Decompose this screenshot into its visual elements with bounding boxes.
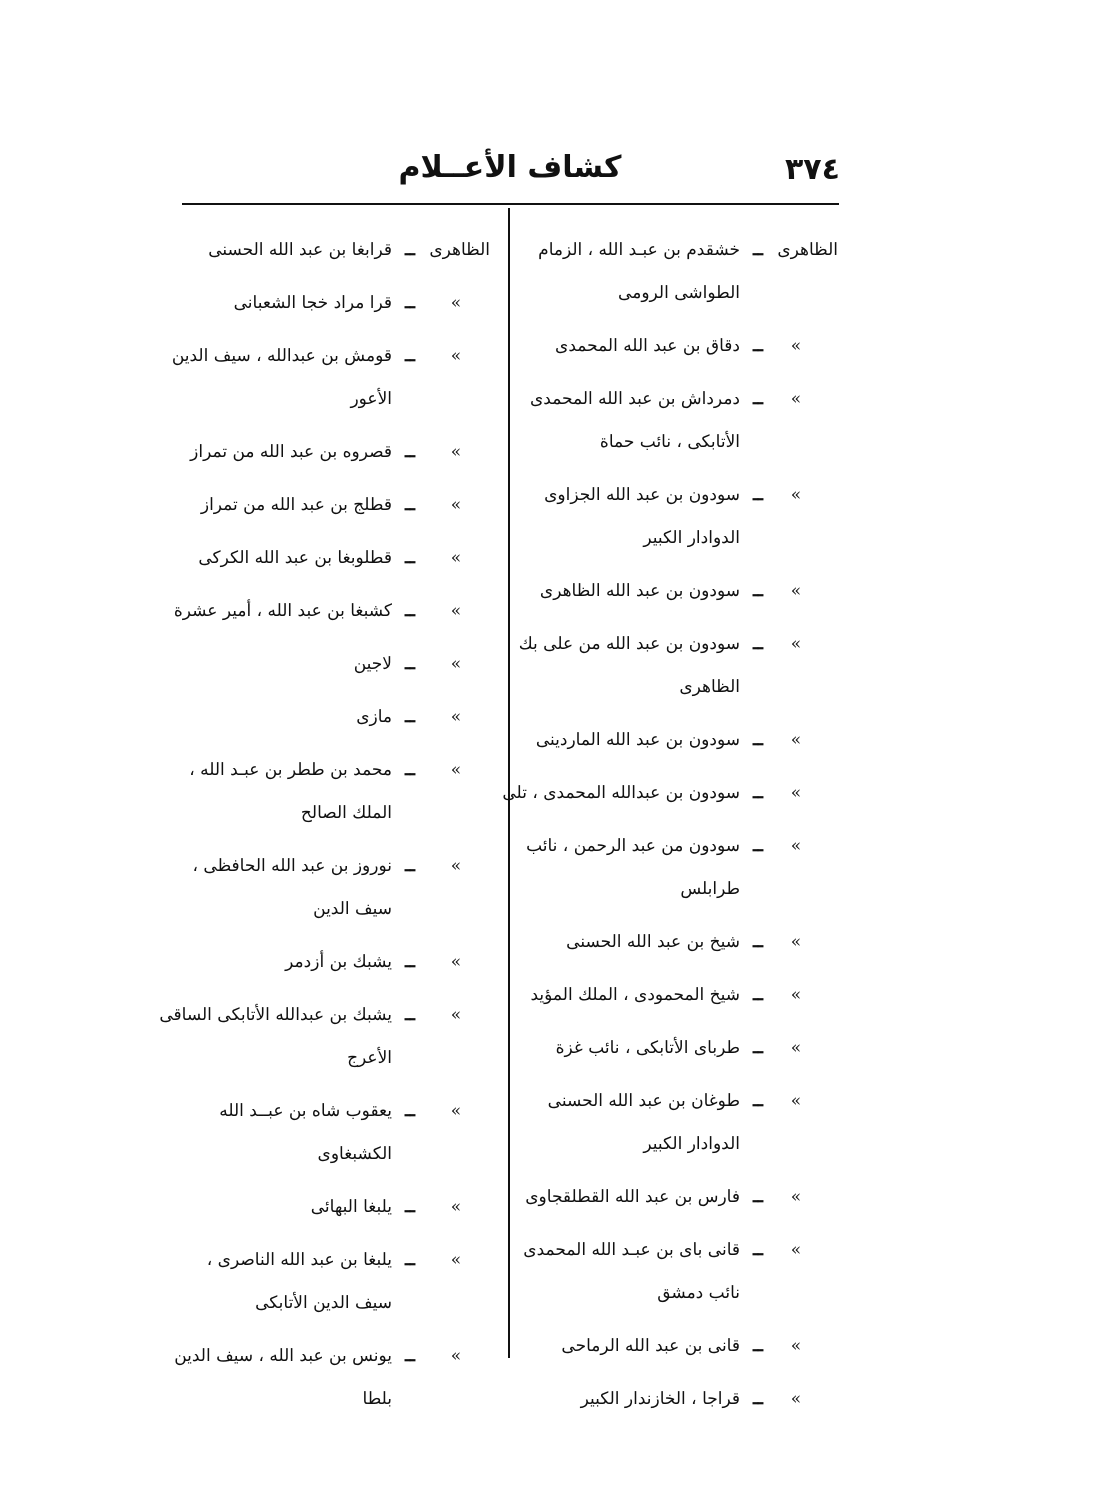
entry-dash: ــ [753, 1038, 763, 1058]
entry-name-continued: الكشبغاوى [317, 1144, 392, 1164]
entry-name: دمرداش بن عبد الله المحمدى [530, 389, 740, 409]
entry-first-line [528, 326, 838, 366]
entry-continuation-line [178, 1283, 490, 1323]
entry-first-line [528, 571, 838, 611]
entry-dash: ــ [405, 1346, 415, 1366]
entry-name: يونس بن عبد الله ، سيف الدين [174, 1346, 392, 1366]
entry-name: نوروز بن عبد الله الحافظى ، [192, 856, 392, 876]
entry-first-line [525, 1177, 838, 1217]
entry-name: سودون بن عبد الله الماردينى [535, 730, 740, 750]
entry-continuation-line [178, 793, 490, 833]
ditto-mark: » [450, 346, 462, 366]
entry-first-line [523, 1230, 838, 1270]
entry-first-line [528, 975, 838, 1015]
entry-name: سودون بن عبد الله الظاهرى [539, 581, 740, 601]
entry-first-line [528, 826, 838, 866]
entry-first-line [178, 283, 490, 323]
ditto-mark: » [450, 548, 462, 568]
entry-dash: ــ [405, 240, 415, 260]
entry-name: قانى بن عبد الله الرماحى [561, 1336, 740, 1356]
entry-continuation-line [528, 422, 838, 462]
ditto-mark: » [790, 1336, 802, 1356]
entry-dash: ــ [753, 836, 763, 856]
ditto-mark: » [450, 495, 462, 515]
entry-first-line [178, 1240, 490, 1280]
entry-first-line [178, 432, 490, 472]
entry-first-line [528, 1326, 838, 1366]
entry-name-continued: الطواشى الرومى [618, 283, 740, 303]
entry-name-continued: الملك الصالح [300, 803, 392, 823]
entry-name-continued: الدوادار الكبير [643, 1134, 740, 1154]
ditto-mark: » [790, 389, 802, 409]
entry-dash: ــ [405, 1101, 415, 1121]
entry-continuation-line [528, 273, 838, 313]
entry-first-line [178, 942, 490, 982]
entry-name: فارس بن عبد الله القطلقجاوى [525, 1187, 740, 1207]
entry-first-line [178, 697, 490, 737]
entry-continuation-line [178, 379, 490, 419]
entry-name: شيخ بن عبد الله الحسنى [566, 932, 740, 952]
ditto-mark: » [790, 1091, 802, 1111]
entry-name-continued: طرابلس [680, 879, 740, 899]
entry-first-line [528, 379, 838, 419]
ditto-mark: » [790, 836, 802, 856]
entry-name-continued: بلطا [362, 1389, 392, 1409]
page-title: كشاف الأعــلام [398, 150, 622, 185]
entry-dash: ــ [753, 1091, 763, 1111]
entry-name: خشقدم بن عبـد الله ، الزمام [538, 240, 740, 260]
ditto-mark: » [450, 952, 462, 972]
entry-name: قانى باى بن عبـد الله المحمدى [523, 1240, 740, 1260]
entry-name: طوغان بن عبد الله الحسنى [547, 1091, 740, 1111]
ditto-mark: » [790, 485, 802, 505]
entry-first-line [178, 846, 490, 886]
ditto-mark: » [450, 856, 462, 876]
ditto-mark: » [450, 1197, 462, 1217]
entry-name: دقاق بن عبد الله المحمدى [555, 336, 740, 356]
entry-dash: ــ [405, 495, 415, 515]
entry-first-line [528, 1379, 838, 1419]
entry-first-line [159, 995, 490, 1035]
entry-dash: ــ [753, 240, 763, 260]
entry-name-continued: نائب دمشق [657, 1283, 740, 1303]
entry-tag: الظاهرى [429, 240, 490, 260]
entry-first-line [178, 485, 490, 525]
entry-dash: ــ [405, 1005, 415, 1025]
ditto-mark: » [790, 932, 802, 952]
entry-name: سودون بن عبدالله المحمدى ، تلى [502, 783, 740, 803]
entry-continuation-line [528, 869, 838, 909]
ditto-mark: » [790, 581, 802, 601]
entry-first-line [528, 720, 838, 760]
entry-name: يشبك بن أزدمر [285, 952, 392, 972]
ditto-mark: » [790, 783, 802, 803]
entry-name-continued: الأتابكى ، نائب حماة [599, 432, 740, 452]
entry-name-continued: سيف الدين [313, 899, 392, 919]
entry-name-continued: الأعرج [347, 1048, 392, 1068]
entry-dash: ــ [753, 783, 763, 803]
ditto-mark: » [450, 654, 462, 674]
entry-continuation-line [178, 889, 490, 929]
entry-first-line [502, 773, 838, 813]
entry-first-line [178, 1091, 490, 1131]
entry-name-continued: الدوادار الكبير [643, 528, 740, 548]
entry-first-line [178, 230, 490, 270]
entry-first-line [178, 750, 490, 790]
ditto-mark: » [790, 1187, 802, 1207]
entry-first-line [528, 230, 838, 270]
entry-dash: ــ [753, 932, 763, 952]
entry-continuation-line [178, 1038, 490, 1078]
entry-first-line [528, 475, 838, 515]
entry-dash: ــ [753, 389, 763, 409]
entry-name-continued: الظاهرى [679, 677, 740, 697]
ditto-mark: » [450, 760, 462, 780]
entry-dash: ــ [405, 707, 415, 727]
entry-name-continued: سيف الدين الأتابكى [255, 1293, 392, 1313]
entry-name: يلبغا البهائى [310, 1197, 392, 1217]
entry-continuation-line [178, 1134, 490, 1174]
ditto-mark: » [790, 730, 802, 750]
ditto-mark: » [790, 336, 802, 356]
entry-dash: ــ [405, 1250, 415, 1270]
entry-tag: الظاهرى [777, 240, 838, 260]
entry-dash: ــ [753, 581, 763, 601]
entry-continuation-line [528, 1273, 838, 1313]
ditto-mark: » [450, 1250, 462, 1270]
entry-continuation-line [528, 518, 838, 558]
entry-name: قرا مراد خجا الشعبانى [233, 293, 392, 313]
header-rule [182, 203, 839, 205]
ditto-mark: » [790, 634, 802, 654]
entry-dash: ــ [753, 1389, 763, 1409]
ditto-mark: » [790, 1038, 802, 1058]
entry-dash: ــ [753, 336, 763, 356]
entry-dash: ــ [753, 634, 763, 654]
entry-dash: ــ [753, 730, 763, 750]
ditto-mark: » [450, 707, 462, 727]
ditto-mark: » [450, 1101, 462, 1121]
entry-name-continued: الأعور [350, 389, 392, 409]
entry-first-line [174, 1336, 490, 1376]
entry-first-line [528, 1081, 838, 1121]
entry-name: شيخ المحمودى ، الملك المؤيد [530, 985, 740, 1005]
entry-name: سودون بن عبد الله الجزاوى [544, 485, 740, 505]
entry-first-line [528, 1028, 838, 1068]
ditto-mark: » [450, 601, 462, 621]
entry-name: محمد بن ططر بن عبـد الله ، [189, 760, 392, 780]
entry-dash: ــ [753, 1187, 763, 1207]
entry-continuation-line [528, 667, 838, 707]
entry-dash: ــ [405, 952, 415, 972]
entry-dash: ــ [753, 1336, 763, 1356]
entry-name: مازى [356, 707, 392, 727]
entry-first-line [171, 336, 490, 376]
entry-name: لاجين [353, 654, 392, 674]
entry-continuation-line [528, 1124, 838, 1164]
entry-dash: ــ [405, 601, 415, 621]
entry-first-line [518, 624, 838, 664]
entry-name: قراجا ، الخازندار الكبير [580, 1389, 740, 1409]
entry-name: يلبغا بن عبد الله الناصرى ، [206, 1250, 392, 1270]
ditto-mark: » [790, 1240, 802, 1260]
ditto-mark: » [450, 1346, 462, 1366]
ditto-mark: » [450, 1005, 462, 1025]
ditto-mark: » [450, 442, 462, 462]
entry-dash: ــ [753, 1240, 763, 1260]
ditto-mark: » [450, 293, 462, 313]
entry-dash: ــ [405, 548, 415, 568]
entry-first-line [528, 922, 838, 962]
entry-dash: ــ [405, 293, 415, 313]
entry-dash: ــ [405, 654, 415, 674]
entry-name: قطلوبغا بن عبد الله الكركى [198, 548, 392, 568]
ditto-mark: » [790, 1389, 802, 1409]
entry-first-line [178, 538, 490, 578]
entry-name: يعقوب شاه بن عبــد الله [219, 1101, 392, 1121]
entry-name: كشبغا بن عبد الله ، أمير عشرة [173, 601, 392, 621]
entry-name: قطلج بن عبد الله من تمراز [200, 495, 392, 515]
entry-name: قصروه بن عبد الله من تمراز [190, 442, 392, 462]
entry-dash: ــ [405, 760, 415, 780]
page-number: ٣٧٤ [785, 152, 840, 187]
entry-dash: ــ [405, 856, 415, 876]
entry-name: قرابغا بن عبد الله الحسنى [208, 240, 392, 260]
entry-dash: ــ [405, 346, 415, 366]
entry-first-line [178, 1187, 490, 1227]
entry-name: قومش بن عبدالله ، سيف الدين [171, 346, 392, 366]
entry-dash: ــ [753, 485, 763, 505]
entry-name: يشبك بن عبدالله الأتابكى الساقى [159, 1005, 392, 1025]
entry-name: سودون بن عبد الله من على بك [518, 634, 740, 654]
entry-first-line [178, 644, 490, 684]
entry-continuation-line [178, 1379, 490, 1419]
entry-name: طرباى الأتابكى ، نائب غزة [555, 1038, 740, 1058]
entry-dash: ــ [753, 985, 763, 1005]
entry-first-line [173, 591, 490, 631]
entry-dash: ــ [405, 1197, 415, 1217]
ditto-mark: » [790, 985, 802, 1005]
entry-name: سودون من عبد الرحمن ، نائب [526, 836, 740, 856]
entry-dash: ــ [405, 442, 415, 462]
